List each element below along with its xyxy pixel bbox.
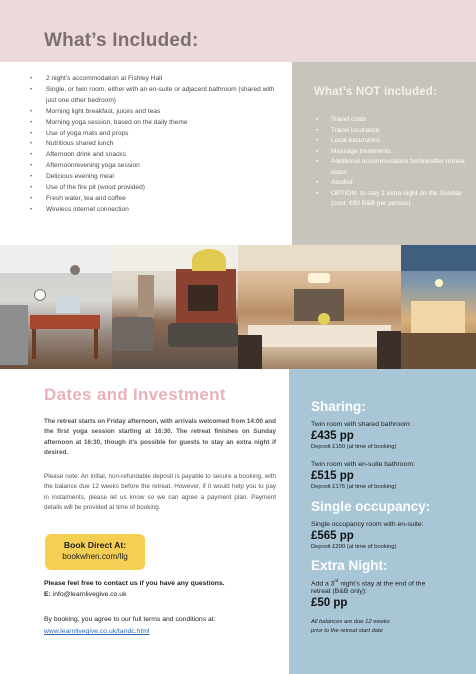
balance-note-1: All balances are due 12 weeks (311, 619, 390, 625)
twin-ensuite-deposit: Deposit £175 (at time of booking) (311, 484, 397, 490)
not-included-item: • OPTION: to stay 1 extra night on the Sunday (cost: £50 B&B per person) (314, 189, 472, 210)
included-item: • Delicious evening meal (28, 172, 286, 183)
twin-ensuite-label: Twin room with en-suite bathroom: (311, 461, 415, 468)
not-included-item: • Travel insurance (314, 126, 472, 137)
booking-url: bookwhen.com/llg (62, 552, 128, 561)
not-included-item: • Additional accommodation before/after retreat dates (314, 157, 472, 178)
included-list (28, 74, 286, 216)
contact-text: Please feel free to contact us if you have any questions. (44, 580, 225, 587)
single-price: £565 pp (311, 530, 354, 542)
single-label: Single occupancy room with en-suite: (311, 521, 424, 528)
included-item: • Afternoon drink and snacks (28, 150, 286, 161)
not-included-item: • Alcohol (314, 178, 472, 189)
email-link[interactable]: info@learnlivegive.co.uk (52, 591, 127, 598)
not-included-item: • Travel costs (314, 115, 472, 126)
twin-shared-price: £435 pp (311, 430, 354, 442)
deposit-paragraph: Please note: An initial, non-refundable deposit is payable to secure a booking, with the balance due 12 weeks before the retreat. However, if it would help you to pay in instalments, please let us know so we can agree a payment plan. Payment details will be provided at time of booking. (44, 473, 276, 512)
included-item: • Morning yoga session, based on the daily theme (28, 118, 286, 129)
extra-night-title: Extra Night: (311, 558, 388, 573)
included-item: • Single, or twin room, either with an en-suite or adjacent bathroom (shared with just one other bedroom) (28, 85, 286, 107)
twin-shared-deposit: Deposit £150 (at time of booking) (311, 444, 397, 450)
book-direct-button[interactable] (45, 534, 145, 570)
included-item: • Nutritious shared lunch (28, 139, 286, 150)
dates-paragraph: The retreat starts on Friday afternoon, with arrivals welcomed from 14:00 and the first yoga session starting at 16:30. The retreat finishes on Sunday afternoon at 16:30, though it’s possible for guests to stay an extra night if desired. (44, 418, 276, 457)
included-item: • Wireless internet connection (28, 205, 286, 216)
single-title: Single occupancy: (311, 499, 431, 514)
included-item: • Fresh water, tea and coffee (28, 194, 286, 205)
dining-hall-photo (401, 245, 476, 369)
venue-photo-strip (0, 245, 476, 369)
included-item: • Use of the fire pit (wood provided) (28, 183, 286, 194)
not-included-panel (292, 62, 476, 245)
sharing-title: Sharing: (311, 399, 366, 414)
not-included-title: What’s NOT included: (314, 86, 438, 98)
email-label: E: (44, 591, 51, 598)
header-banner (0, 0, 476, 62)
extra-night-price: £50 pp (311, 597, 348, 609)
pricing-panel (289, 369, 476, 674)
dining-room-photo (238, 245, 401, 369)
included-item: • Afternoon/evening yoga session (28, 161, 286, 172)
included-item: • Morning light breakfast, juices and teas (28, 107, 286, 118)
included-item: • Use of yoga mats and props (28, 129, 286, 140)
extra-night-line-2: retreat (B&B only): (311, 588, 367, 595)
page-title: What’s Included: (44, 30, 199, 51)
not-included-item: • Massage treatments (314, 147, 472, 158)
lounge-photo (112, 245, 238, 369)
balance-note-2: prior to the retreat start date (311, 628, 383, 634)
twin-ensuite-price: £515 pp (311, 470, 354, 482)
twin-shared-label: Twin room with shared bathroom: (311, 421, 412, 428)
extra-night-line-1: Add a 3rd night’s stay at the end of the (311, 578, 426, 588)
contact-email-line (44, 591, 126, 598)
book-direct-label: Book Direct At: (63, 540, 127, 550)
single-deposit: Deposit £200 (at time of booking) (311, 544, 397, 550)
terms-link[interactable]: www.learnlivegive.co.uk/tandc.html (44, 628, 150, 635)
dates-title: Dates and Investment (44, 385, 226, 404)
not-included-item: • Local excursions (314, 136, 472, 147)
included-item: • 2 night’s accommodation at Fishley Hall (28, 74, 286, 85)
kitchen-photo (0, 245, 112, 369)
terms-text: By booking, you agree to our full terms and conditions at: (44, 616, 216, 623)
